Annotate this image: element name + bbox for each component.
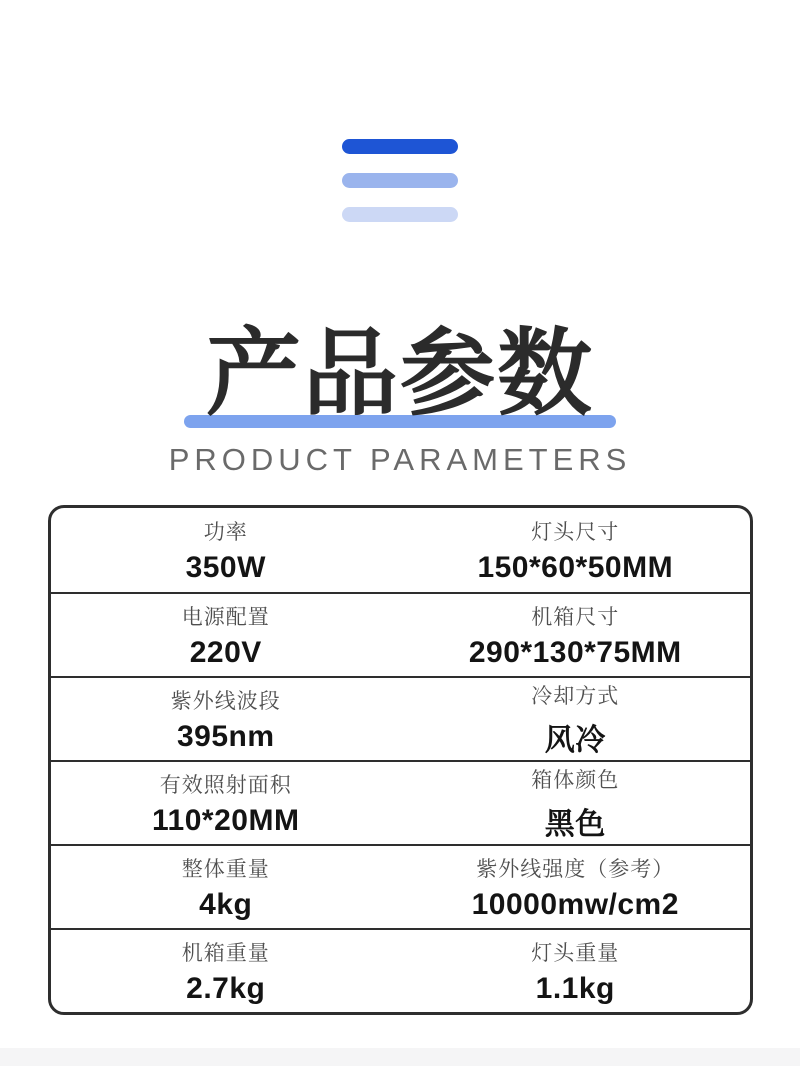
param-cell-power-supply <box>51 594 401 676</box>
param-cell-chassis-weight <box>51 930 401 1012</box>
param-value: 4kg <box>199 887 253 921</box>
param-cell-lamp-head-size <box>401 508 751 592</box>
param-value: 110*20MM <box>152 803 300 837</box>
page-subtitle: PRODUCT PARAMETERS <box>168 442 632 477</box>
param-value: 2.7kg <box>186 971 266 1005</box>
param-value: 风冷 <box>544 723 606 757</box>
footer-strip <box>0 1048 800 1066</box>
param-label: 整体重量 <box>181 857 270 881</box>
param-cell-total-weight <box>51 846 401 928</box>
param-cell-cooling-method <box>401 678 751 760</box>
deco-bar-secondary <box>342 173 458 188</box>
table-row <box>51 592 750 676</box>
param-value: 黑色 <box>544 807 606 841</box>
param-cell-box-color <box>401 762 751 844</box>
param-value: 350W <box>185 550 266 584</box>
param-cell-irradiation-area <box>51 762 401 844</box>
param-label: 紫外线强度（参考） <box>476 857 675 881</box>
param-label: 机箱重量 <box>181 941 270 965</box>
param-value: 10000mw/cm2 <box>471 887 679 921</box>
param-label: 功率 <box>203 520 248 544</box>
decorative-bars <box>342 139 458 222</box>
parameters-table <box>48 505 753 1015</box>
param-label: 灯头重量 <box>531 941 620 965</box>
param-label: 冷却方式 <box>531 684 620 708</box>
param-value: 1.1kg <box>535 971 615 1005</box>
param-value: 395nm <box>176 719 275 753</box>
param-value: 290*130*75MM <box>468 635 682 669</box>
param-cell-power <box>51 508 401 592</box>
table-row <box>51 844 750 928</box>
table-row <box>51 508 750 592</box>
param-cell-chassis-size <box>401 594 751 676</box>
param-label: 箱体颜色 <box>531 768 620 792</box>
param-label: 紫外线波段 <box>170 689 281 713</box>
table-row <box>51 760 750 844</box>
table-row <box>51 676 750 760</box>
param-label: 有效照射面积 <box>159 773 292 797</box>
param-value: 150*60*50MM <box>477 550 674 584</box>
deco-bar-primary <box>342 139 458 154</box>
param-label: 灯头尺寸 <box>531 520 620 544</box>
param-cell-uv-band <box>51 678 401 760</box>
param-cell-uv-intensity <box>401 846 751 928</box>
param-value: 220V <box>189 635 262 669</box>
param-label: 机箱尺寸 <box>531 605 620 629</box>
title-block <box>0 322 800 427</box>
param-cell-lamp-head-weight <box>401 930 751 1012</box>
page-title: 产品参数 <box>205 321 594 427</box>
table-row <box>51 928 750 1012</box>
param-label: 电源配置 <box>181 605 270 629</box>
deco-bar-tertiary <box>342 207 458 222</box>
